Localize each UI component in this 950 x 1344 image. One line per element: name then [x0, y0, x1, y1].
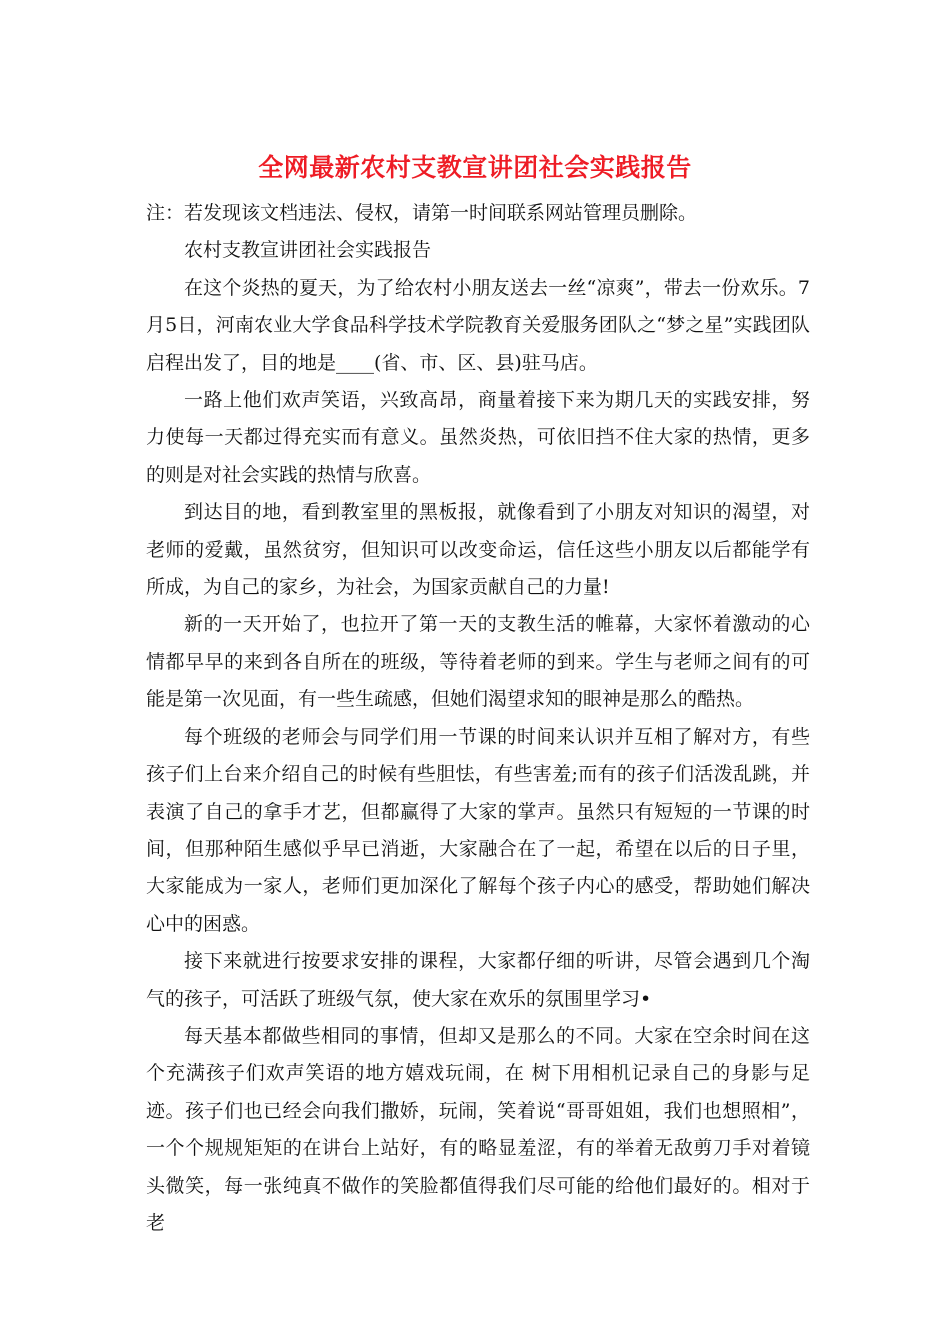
document-title: 全网最新农村支教宣讲团社会实践报告	[258, 153, 692, 182]
body-paragraph: 在这个炎热的夏天，为了给农村小朋友送去一丝“凉爽”，带去一份欢乐。7月5日，河南农业大学食品科学技术学院教育关爱服务团队之“梦之星”实践团队启程出发了，目的地是____(省、市、区、县)驻马店。	[146, 276, 810, 374]
body-paragraph: 每天基本都做些相同的事情，但却又是那么的不同。大家在空余时间在这个充满孩子们欢声笑语的地方嬉戏玩闹，在 树下用相机记录自己的身影与足迹。孩子们也已经会向我们撒娇，玩闹，笑着说“哥哥姐姐，我们也想照相”，一个个规规矩矩的在讲台上站好，有的略显羞涩，有的举着无敌剪刀手对着镜头微笑，每一张纯真不做作的笑脸都值得我们尽可能的给他们最好的。相对于老	[146, 1024, 810, 1234]
subtitle-paragraph: 农村支教宣讲团社会实践报告	[184, 239, 432, 262]
body-paragraph: 新的一天开始了，也拉开了第一天的支教生活的帷幕，大家怀着激动的心情都早早的来到各自所在的班级，等待着老师的到来。学生与老师之间有的可能是第一次见面，有一些生疏感，但她们渴望求知的眼神是那么的酷热。	[146, 613, 810, 711]
document-body	[146, 195, 810, 1242]
body-paragraph: 到达目的地，看到教室里的黑板报，就像看到了小朋友对知识的渴望，对老师的爱戴，虽然贫穷，但知识可以改变命运，信任这些小朋友以后都能学有所成，为自己的家乡，为社会，为国家贡献自己的力量!	[146, 501, 810, 599]
copyright-notice: 注：若发现该文档违法、侵权，请第一时间联系网站管理员删除。	[146, 202, 698, 224]
body-paragraph: 一路上他们欢声笑语，兴致高昂，商量着接下来为期几天的实践安排，努力使每一天都过得充实而有意义。虽然炎热，可依旧挡不住大家的热情，更多的则是对社会实践的热情与欣喜。	[146, 389, 810, 486]
body-paragraph: 接下来就进行按要求安排的课程，大家都仔细的听讲，尽管会遇到几个淘气的孩子，可活跃了班级气氛，使大家在欢乐的氛围里学习•	[146, 950, 810, 1010]
body-paragraph: 每个班级的老师会与同学们用一节课的时间来认识并互相了解对方，有些孩子们上台来介绍自己的时候有些胆怯，有些害羞;而有的孩子们活泼乱跳，并表演了自己的拿手才艺，但都赢得了大家的掌声。虽然只有短短的一节课的时间，但那种陌生感似乎早已消逝，大家融合在了一起，希望在以后的日子里，大家能成为一家人，老师们更加深化了解每个孩子内心的感受，帮助她们解决心中的困惑。	[146, 725, 810, 935]
